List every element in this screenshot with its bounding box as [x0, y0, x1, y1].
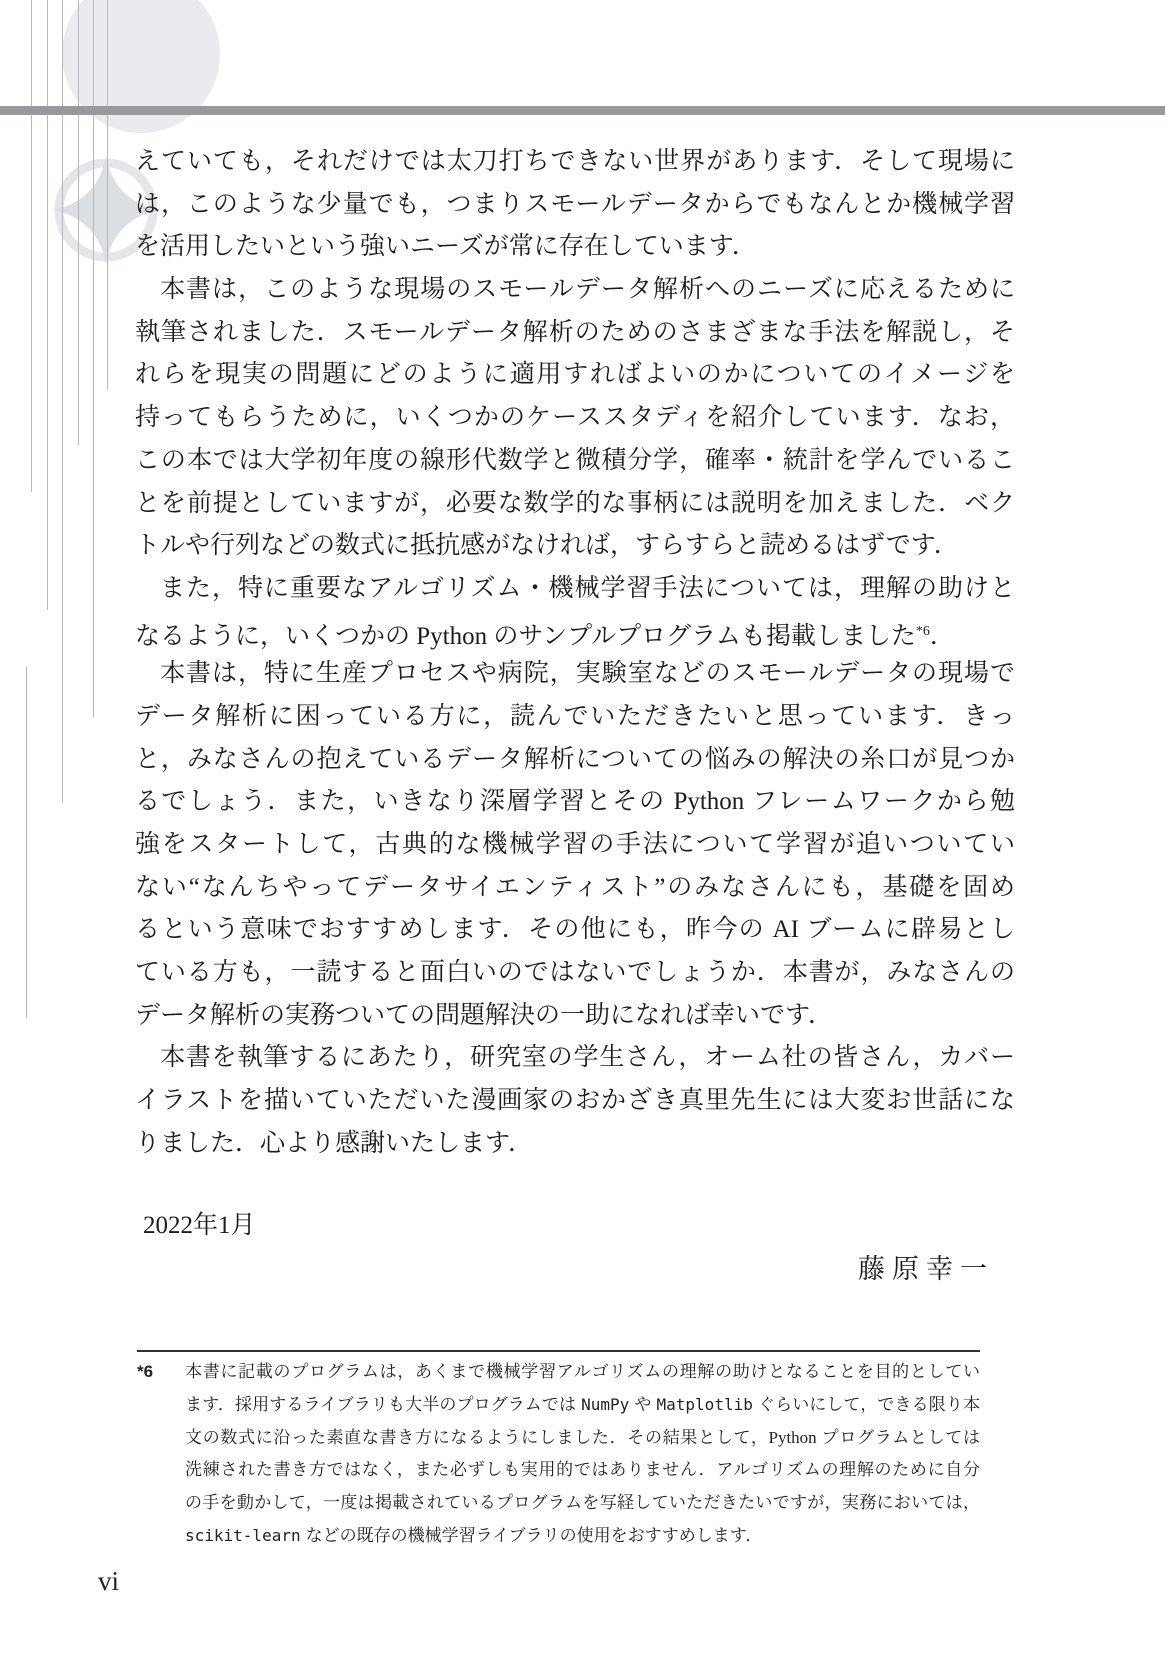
body-line: 本書を執筆するにあたり，研究室の学生さん，オーム社の皆さん，カバー: [160, 1044, 1015, 1072]
footnote-line: [185, 1389, 980, 1422]
vertical-line-decoration: [31, 0, 32, 492]
body-line: 執筆されました．スモールデータ解析のためのさまざまな手法を解説し，そ: [135, 318, 1015, 346]
footnote-line: 洗練された書き方ではなく，また必ずしも実用的ではありません．アルゴリズムの理解のために自分: [185, 1460, 980, 1480]
code-term: scikit-learn: [185, 1525, 301, 1545]
body-line: と，みなさんの抱えているデータ解析についての悩みの解決の糸口が見つか: [135, 745, 1015, 773]
page-number: vi: [98, 1566, 120, 1596]
vertical-line-decoration: [47, 0, 48, 610]
footnote-reference: *6: [915, 623, 930, 639]
vertical-line-decoration: [62, 0, 63, 803]
footnote-line: [185, 1520, 980, 1553]
date-line: 2022年1月: [143, 1212, 256, 1239]
footnote-line: の手を動かして，一度は掲載されているプログラムを写経していただきたいですが，実務においては，: [185, 1493, 980, 1513]
vertical-line-decoration: [78, 0, 79, 445]
body-line: 本書は，特に生産プロセスや病院，実験室などのスモールデータの現場で: [160, 660, 1015, 688]
footnote-line-text: や: [634, 1394, 652, 1414]
code-term: Matplotlib: [656, 1394, 753, 1414]
body-line: れらを現実の問題にどのように適用すればよいのかについてのイメージを: [135, 361, 1015, 389]
footnote-marker: *6: [137, 1362, 154, 1381]
footnote-divider: [137, 1350, 980, 1352]
body-line: この本では大学初年度の線形代数学と微積分学，確率・統計を学んでいるこ: [135, 446, 1015, 474]
preface-text: [135, 141, 1015, 1166]
body-line: また，特に重要なアルゴリズム・機械学習手法については，理解の助けと: [160, 574, 1015, 602]
body-line: イラストを描いていただいた漫画家のおかざき真里先生には大変お世話にな: [135, 1087, 1015, 1115]
footnote-line: 本書に記載のプログラムは，あくまで機械学習アルゴリズムの理解の助けとなることを目的としてい: [185, 1362, 980, 1381]
body-line: るでしょう．また，いきなり深層学習とその Python フレームワークから勉: [135, 788, 1015, 816]
body-line: 持ってもらうために，いくつかのケーススタディを紹介しています．なお，: [135, 404, 1015, 432]
footnote-line-text: ぐらいにして，できる限り本: [757, 1394, 980, 1414]
code-term: NumPy: [581, 1394, 630, 1414]
header-bar: [0, 106, 1165, 115]
body-line: ている方も，一読すると面白いのではないでしょうか．本書が，みなさんの: [135, 959, 1015, 987]
footnote-line: 文の数式に沿った素直な書き方になるようにしました．その結果として，Python プログラムとしては: [185, 1427, 980, 1447]
body-line: を活用したいという強いニーズが常に存在しています．: [135, 233, 757, 261]
body-line: ない“なんちやってデータサイエンティスト”のみなさんにも，基礎を固め: [135, 873, 1015, 901]
body-line: は，このような少量でも，つまりスモールデータからでもなんとか機械学習: [135, 190, 1015, 218]
author-name: 藤原幸一: [858, 1254, 994, 1284]
body-line: トルや行列などの数式に抵抗感がなければ，すらすらと読めるはずです．: [135, 532, 959, 560]
vertical-line-decoration: [107, 0, 108, 390]
body-line: [135, 611, 1015, 654]
body-line: えていても，それだけでは太刀打ちできない世界があります．そして現場に: [135, 148, 1015, 175]
body-line: とを前提としていますが，必要な数学的な事柄には説明を加えました．ベク: [135, 489, 1015, 517]
footnote-text: [185, 1356, 980, 1553]
body-line: データ解析に困っている方に，読んでいただきたいと思っています．きっ: [135, 702, 1015, 730]
body-line: りました．心より感謝いたします．: [135, 1129, 534, 1157]
body-line: 強をスタートして，古典的な機械学習の手法について学習が追いついてい: [135, 831, 1015, 858]
body-line: るという意味でおすすめします．その他にも，昨今の AI ブームに辟易とし: [135, 916, 1015, 944]
footnote-line-text: などの既存の機械学習ライブラリの使用をおすすめします．: [305, 1525, 763, 1545]
body-line: データ解析の実務ついての問題解決の一助になれば幸いです．: [135, 1001, 834, 1029]
body-line-text: ．: [929, 622, 955, 650]
vertical-line-decoration: [26, 667, 27, 1018]
footnote-line-text: ます．採用するライブラリも大半のプログラムでは: [185, 1394, 577, 1414]
body-line: 本書は，このような現場のスモールデータ解析へのニーズに応えるために: [160, 276, 1015, 304]
body-line-text: なるように，いくつかの Python のサンプルプログラムも掲載しました: [135, 622, 916, 650]
